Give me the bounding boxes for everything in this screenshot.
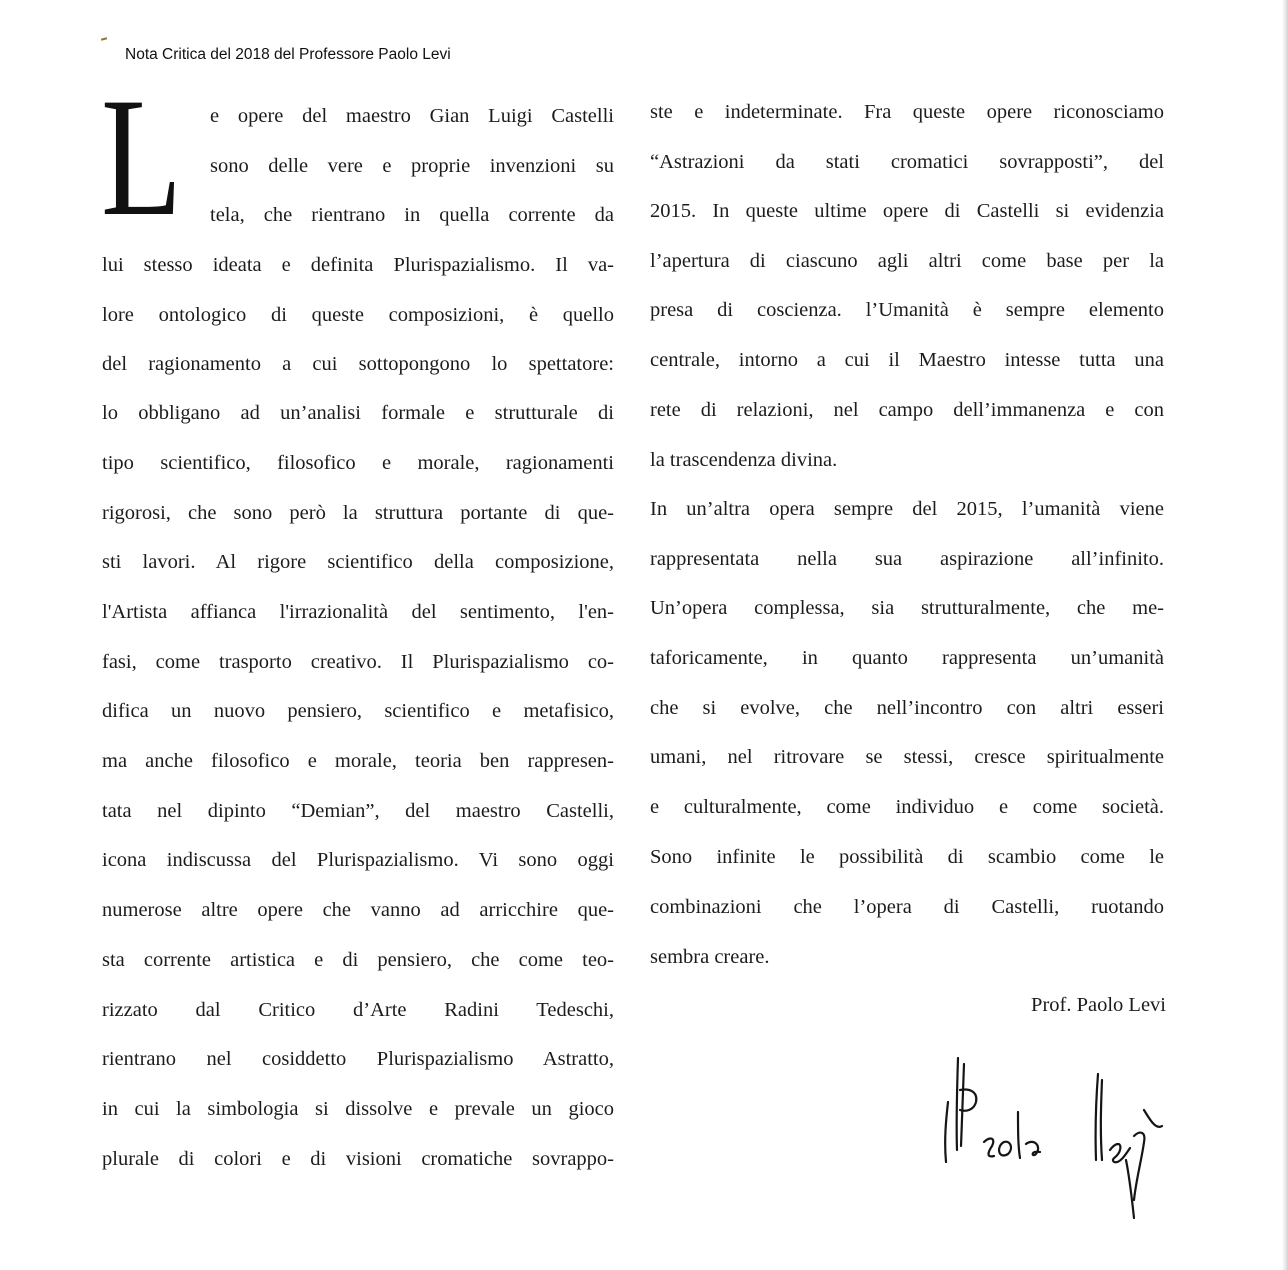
column2-line: Sono infinite le possibilità di scambio come le [650, 846, 1164, 868]
column2-line: umani, nel ritrovare se stessi, cresce spiritualmente [650, 746, 1164, 768]
column1-line: l'Artista affianca l'irrazionalità del sentimento, l'en- [102, 601, 614, 623]
column2-line: che si evolve, che nell’incontro con altri esseri [650, 697, 1164, 719]
author-name: Prof. Paolo Levi [1031, 994, 1166, 1016]
column1-line: tela, che rientrano in quella corrente da [210, 204, 614, 226]
column1-line: tipo scientifico, filosofico e morale, ragionamenti [102, 452, 614, 474]
page-edge [1282, 0, 1288, 1270]
column2-line: In un’altra opera sempre del 2015, l’umanità viene [650, 498, 1164, 520]
drop-cap: L [101, 63, 182, 251]
page-caption: Nota Critica del 2018 del Professore Paolo Levi [125, 46, 451, 63]
column1-line: tata nel dipinto “Demian”, del maestro Castelli, [102, 800, 614, 822]
column1-line: lui stesso ideata e definita Plurispazialismo. Il va- [102, 254, 614, 276]
column1-line: sta corrente artistica e di pensiero, che come teo- [102, 949, 614, 971]
column1-line: del ragionamento a cui sottopongono lo spettatore: [102, 353, 614, 375]
column2-line: taforicamente, in quanto rappresenta un’umanità [650, 647, 1164, 669]
column1-line: plurale di colori e di visioni cromatiche sovrappo- [102, 1148, 614, 1170]
column1-line: sti lavori. Al rigore scientifico della composizione, [102, 551, 614, 573]
column2-line: ste e indeterminate. Fra queste opere riconosciamo [650, 101, 1164, 123]
column1-line: fasi, come trasporto creativo. Il Plurispazialismo co- [102, 651, 614, 673]
column2-line: presa di coscienza. l’Umanità è sempre elemento [650, 299, 1164, 321]
column2-line: rete di relazioni, nel campo dell’immanenza e con [650, 399, 1164, 421]
column1-line: ma anche filosofico e morale, teoria ben rappresen- [102, 750, 614, 772]
column1-line: rizzato dal Critico d’Arte Radini Tedeschi, [102, 999, 614, 1021]
column1-line: lo obbligano ad un’analisi formale e strutturale di [102, 402, 614, 424]
scan-speck [101, 37, 107, 40]
column1-line: rientrano nel cosiddetto Plurispazialismo Astratto, [102, 1048, 614, 1070]
column2-line: e culturalmente, come individuo e come società. [650, 796, 1164, 818]
column2-line: centrale, intorno a cui il Maestro intesse tutta una [650, 349, 1164, 371]
column1-line: rigorosi, che sono però la struttura portante di que- [102, 502, 614, 524]
column1-line: e opere del maestro Gian Luigi Castelli [210, 105, 614, 127]
column2-line: rappresentata nella sua aspirazione all’infinito. [650, 548, 1164, 570]
column2-line: l’apertura di ciascuno agli altri come base per la [650, 250, 1164, 272]
handwritten-signature-icon [930, 1050, 1180, 1220]
column2-line: combinazioni che l’opera di Castelli, ruotando [650, 896, 1164, 918]
column1-line: difica un nuovo pensiero, scientifico e metafisico, [102, 700, 614, 722]
column1-line: sono delle vere e proprie invenzioni su [210, 155, 614, 177]
column1-line: numerose altre opere che vanno ad arricchire que- [102, 899, 614, 921]
column1-line: in cui la simbologia si dissolve e prevale un gioco [102, 1098, 614, 1120]
column2-line: sembra creare. [650, 946, 770, 968]
column1-line: icona indiscussa del Plurispazialismo. Vi sono oggi [102, 849, 614, 871]
column2-line: “Astrazioni da stati cromatici sovrapposti”, del [650, 151, 1164, 173]
column1-line: lore ontologico di queste composizioni, è quello [102, 304, 614, 326]
column2-line: Un’opera complessa, sia strutturalmente, che me- [650, 597, 1164, 619]
column2-line: la trascendenza divina. [650, 449, 838, 471]
column2-line: 2015. In queste ultime opere di Castelli si evidenzia [650, 200, 1164, 222]
